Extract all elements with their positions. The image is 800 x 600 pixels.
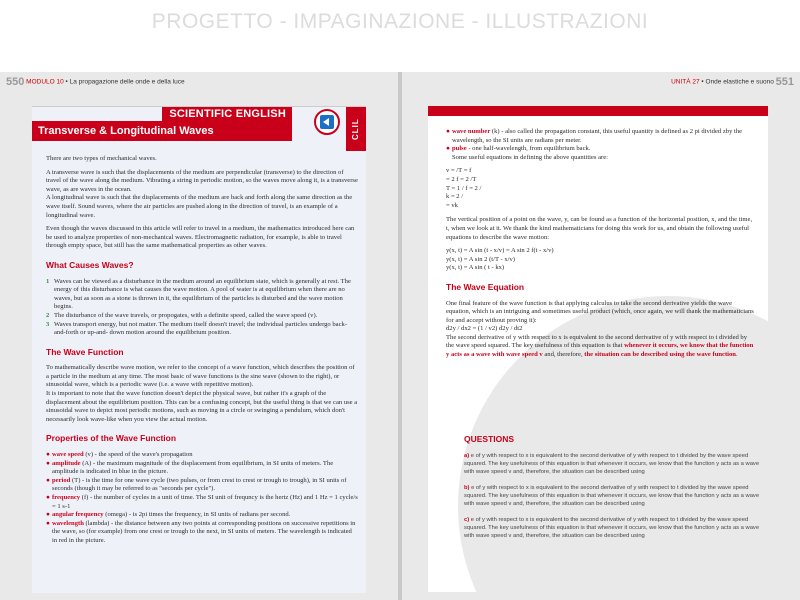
topic-title: Transverse & Longitudinal Waves xyxy=(32,121,292,141)
paragraph: To mathematically describe wave motion, we refer to the concept of a wave function, which describes the position of a particle in the medium at any time. The most basic of wave functions is the sine wave (shown to the right), or sinusoidal wave, which is a periodic wave (i.e. a wave with repetitive motion). xyxy=(46,364,355,389)
list-item: ● wave number (k) - also called the propagation constant, this useful quantity is defined as 2 pi divided zby the wavelength, so the SI units are radians per meter. xyxy=(446,128,743,144)
paragraph: The second derivative of y with respect to x is equivalent to the second derivative of y with respect to t divided by the wave speed squared. The key usefulness of this equation is that whenever it occurs, we know that the function y acts as a wave with wave speed v and, therefore, the situation can be described using the wave function. xyxy=(446,333,754,359)
banner-title: PROGETTO - IMPAGINAZIONE - ILLUSTRAZIONI xyxy=(151,10,649,33)
left-running-header: 550 MODULO 10 • La propagazione delle onde e della luce xyxy=(6,76,185,88)
right-running-header: UNITÀ 27 • Onde elastiche e suono 551 xyxy=(671,76,794,88)
heading-causes: What Causes Waves? xyxy=(46,259,134,270)
equation-block: y(x, t) = A sin (t - x/v) = A sin 2 f(t - x/v) y(x, t) = A sin 2 (t/T - x/v) y(x, t) = A sin ( t - kx) xyxy=(446,247,554,272)
list-item: 1 Waves can be viewed as a disturbance in the medium around an equilibrium state, which is generally at rest. The energy of this disturbance is what causes the wave motion. A pool of water is at equilibrium when there are no waves, but as soon as a stone is thrown in it, the equilibrium of the particles is disturbed and the wave motion begins. xyxy=(46,277,351,311)
equation-block: v = /T = f = 2 f = 2 /T T = 1 / f = 2 / k = 2 / = vk xyxy=(446,167,482,209)
heading-wave-equation: The Wave Equation xyxy=(446,281,525,292)
questions-title: QUESTIONS xyxy=(464,434,515,444)
list-item: ● wavelength (lambda) - the distance between any two points at corresponding positions on successive repetitions in the wave, so (for example) from one crest or trough to the next, in SI units of meters. The wavelength is indicated in red in the picture. xyxy=(46,519,356,544)
paragraph: Even though the waves discussed in this article will refer to travel in a medium, the mathematics introduced here can be used to analyze properties of non-mechanical waves. Electromagnetic radiation, for example, is able to travel through empty space, but still has the same mathematical properties as other waves. xyxy=(46,225,355,250)
module-title: La propagazione delle onde e della luce xyxy=(69,78,185,86)
question-item: c) e of y with respect to x is equivalent to the second derivative of y with respect to t divided by the wave speed squared. The key usefulness of this equation is that whenever it occurs, we know that the function y acts as a wave with wave speed v and, therefore, the situation can be described using xyxy=(464,517,760,539)
paragraph: A longitudinal wave is such that the displacements of the medium are back and forth along the same direction as the wave itself. Sound waves, where the air particles are pushed along in the direction of travel, is an example of a longitudinal wave. xyxy=(46,194,353,219)
paragraph: There are two types of mechanical waves. xyxy=(46,155,157,162)
paragraph: The vertical position of a point on the wave, y, can be found as a function of the horizontal position, x, and the time, t, when we look at it. We thank the kind mathematicians for doing this work for us, and obtain the following useful equations to describe the wave motion: xyxy=(446,216,753,241)
left-page-number: 550 xyxy=(6,76,25,88)
heading-function: The Wave Function xyxy=(46,346,124,357)
list-item: ● angular frequency (omega) - is 2pi times the frequency, in SI units of radians per second. xyxy=(46,511,291,519)
list-item: 3 Waves transport energy, but not matter. The medium itself doesn't travel; the individual particles undergo back-and-forth or up-and- down motion around the equilibrium position. xyxy=(46,320,348,337)
audio-button[interactable] xyxy=(314,109,340,135)
left-body xyxy=(46,155,358,546)
left-page xyxy=(0,72,398,600)
list-item: ● frequency (f) - the number of cycles in a unit of time. The SI unit of frequncy is the hertz (Hz) and 1 Hz = 1 cycle/s = 1 s-1 xyxy=(46,494,358,510)
list-item: ● amplitude (A) - the maximum magnitude of the displacement from equilibrium, in SI units of meters. The amplitude is indicated in blue in the picture. xyxy=(46,459,334,476)
title-bar xyxy=(32,107,366,141)
content-card xyxy=(32,106,366,592)
list-item: ● wave speed (v) - the speed of the wave's propagation xyxy=(46,451,193,459)
list-item: 2 The disturbance of the wave travels, or propogates, with a definite speed, called the wave speed (v). xyxy=(46,311,318,319)
question-item: b) e of y with respect to x is equivalent to the second derivative of y with respect to t divided by the wave speed squared. The key usefulness of this equation is that whenever it occurs, we know that the function y acts as a wave with wave speed v and, therefore, the situation can be described using xyxy=(464,485,760,507)
heading-properties: Properties of the Wave Function xyxy=(46,433,177,444)
right-body xyxy=(446,128,756,365)
right-page xyxy=(402,72,800,600)
speaker-icon xyxy=(320,115,334,129)
question-item: a) e of y with respect to x is equivalent to the second derivative of y with respect to t divided by the wave speed squared. The key usefulness of this equation is that whenever it occurs, we know that the function y acts as a wave with wave speed v and, therefore, the situation can be described using xyxy=(464,453,760,475)
right-card-accent xyxy=(428,106,768,116)
section-label: SCIENTIFIC ENGLISH xyxy=(162,107,292,121)
book-spread xyxy=(0,72,800,600)
paragraph: Some useful equations in defining the above quantities are: xyxy=(452,153,609,161)
paragraph: It is important to note that the wave function doesn't depict the physical wave, but rather it's a graph of the displacement about the equilibrium position. This can be a confusing concept, but the useful thing is that we can use a sinusoidal wave to depict most periodic motions, such as moving in a circle or swinging a pendulum, which don't necessarily look wave-like when you view the actual motion. xyxy=(46,390,358,423)
paragraph: One final feature of the wave function is that applying calculus to take the second derivative yields the wave equation, which is an intriguing and sometimes useful product (which, once again, we will thank the mathematicians for and accept without proving it): d2y / dx2 = (1 / v2) d2y / dt2 xyxy=(446,299,754,333)
questions-box xyxy=(464,434,764,548)
right-content-card xyxy=(428,106,768,592)
module-label: MODULO 10 xyxy=(26,78,64,86)
unit-label: UNITÀ 27 xyxy=(671,78,700,86)
right-page-number: 551 xyxy=(775,76,794,88)
paragraph: A transverse wave is such that the displacements of the medium are perpendicular (transverse) to the direction of travel of the wave along the medium. Vibrating a string in periodic motion, so the waves move along it, is a transverse wave, as are waves in the ocean. xyxy=(46,168,358,193)
clil-tab: CLIL xyxy=(346,107,366,151)
list-item: ● pulse - one half-wavelength, from equilibrium back. xyxy=(446,145,591,153)
unit-title: Onde elastiche e suono xyxy=(705,78,774,86)
list-item: ● period (T) - is the time for one wave cycle (two pulses, or from crest to crest or trough to trough), in SI units of seconds (though it may be referred to as "seconds per cycle"). xyxy=(46,476,347,493)
